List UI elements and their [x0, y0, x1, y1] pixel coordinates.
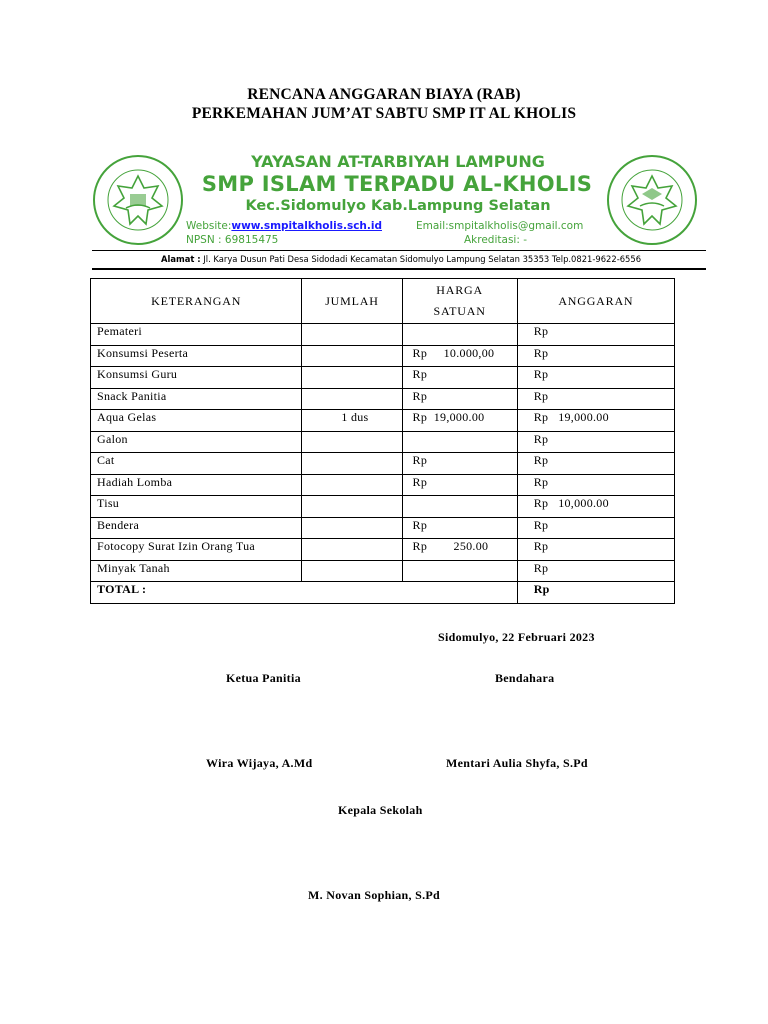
cell-desc: Hadiah Lomba: [91, 474, 302, 496]
cell-budget: Rp 19,000.00: [517, 410, 674, 432]
cell-price: Rp 19,000.00: [402, 410, 517, 432]
letterhead-rule-top: [92, 250, 706, 251]
cell-qty: 1 dus: [302, 410, 402, 432]
cell-price: Rp: [402, 367, 517, 389]
treasurer-title: Bendahara: [495, 671, 555, 685]
cell-qty: [302, 367, 402, 389]
website-label: Website:: [186, 220, 232, 232]
cell-desc: Aqua Gelas: [91, 410, 302, 432]
table-row: [91, 474, 675, 496]
cell-qty: [302, 539, 402, 561]
table-row: [91, 560, 675, 582]
table-row: [91, 345, 675, 367]
cell-price: [402, 431, 517, 453]
cell-price: Rp: [402, 517, 517, 539]
cell-desc: Konsumsi Guru: [91, 367, 302, 389]
cell-budget: Rp: [517, 560, 674, 582]
school-district: Kec.Sidomulyo Kab.Lampung Selatan: [245, 198, 551, 214]
address-text: Jl. Karya Dusun Pati Desa Sidodadi Kecamatan Sidomulyo Lampung Selatan 35353 Telp.0821-9622-6556: [200, 254, 642, 264]
cell-desc: Tisu: [91, 496, 302, 518]
cell-desc: Galon: [91, 431, 302, 453]
cell-budget: Rp: [517, 431, 674, 453]
cell-desc: Bendera: [91, 517, 302, 539]
document-title: RENCANA ANGGARAN BIAYA (RAB): [247, 86, 521, 103]
letterhead-rule-bottom: [92, 268, 706, 270]
cell-budget: Rp: [517, 367, 674, 389]
cell-desc: Konsumsi Peserta: [91, 345, 302, 367]
header-harga: HARGA: [436, 283, 483, 297]
header-anggaran: ANGGARAN: [517, 279, 674, 324]
letterhead: [86, 148, 706, 258]
cell-desc: Minyak Tanah: [91, 560, 302, 582]
cell-budget: Rp: [517, 453, 674, 475]
cell-qty: [302, 431, 402, 453]
treasurer-name: Mentari Aulia Shyfa, S.Pd: [446, 756, 588, 770]
cell-desc: Snack Panitia: [91, 388, 302, 410]
chair-name: Wira Wijaya, A.Md: [206, 756, 313, 770]
cell-price: [402, 560, 517, 582]
cell-qty: [302, 324, 402, 346]
cell-price: [402, 324, 517, 346]
table-row: [91, 496, 675, 518]
cell-price: [402, 496, 517, 518]
cell-qty: [302, 388, 402, 410]
chair-title: Ketua Panitia: [226, 671, 301, 685]
table-row: [91, 388, 675, 410]
cell-price: Rp: [402, 453, 517, 475]
school-logo-right: [606, 154, 698, 246]
npsn-line: NPSN : 69815475: [186, 234, 279, 246]
cell-budget: Rp 10,000.00: [517, 496, 674, 518]
cell-budget: Rp: [517, 517, 674, 539]
header-satuan: SATUAN: [433, 304, 486, 318]
accreditation-line: Akreditasi: -: [464, 234, 527, 246]
school-name: SMP ISLAM TERPADU AL-KHOLIS: [201, 172, 593, 196]
cell-budget: Rp: [517, 474, 674, 496]
cell-price: Rp: [402, 474, 517, 496]
cell-desc: Cat: [91, 453, 302, 475]
website-link[interactable]: www.smpitalkholis.sch.id: [231, 220, 382, 232]
table-total-row: [91, 582, 675, 604]
principal-title: Kepala Sekolah: [338, 803, 423, 817]
address-label: Alamat :: [160, 254, 201, 264]
email-line: Email:smpitalkholis@gmail.com: [416, 220, 584, 232]
foundation-name: YAYASAN AT-TARBIYAH LAMPUNG: [251, 152, 545, 171]
place-date: Sidomulyo, 22 Februari 2023: [438, 630, 595, 644]
cell-qty: [302, 453, 402, 475]
table-header-row: [91, 279, 675, 324]
header-harga-satuan: [402, 279, 517, 324]
school-address: [96, 254, 706, 264]
cell-qty: [302, 474, 402, 496]
table-row: [91, 539, 675, 561]
cell-qty: [302, 560, 402, 582]
cell-price: Rp: [402, 388, 517, 410]
cell-price: Rp 10.000,00: [402, 345, 517, 367]
cell-price: Rp 250.00: [402, 539, 517, 561]
website-line: [186, 220, 382, 232]
budget-table: [90, 278, 675, 604]
cell-qty: [302, 517, 402, 539]
cell-qty: [302, 345, 402, 367]
cell-budget: Rp: [517, 345, 674, 367]
cell-desc: Fotocopy Surat Izin Orang Tua: [91, 539, 302, 561]
table-row: [91, 410, 675, 432]
table-row: [91, 367, 675, 389]
cell-budget: Rp: [517, 324, 674, 346]
cell-budget: Rp: [517, 388, 674, 410]
header-jumlah: JUMLAH: [302, 279, 402, 324]
table-row: [91, 517, 675, 539]
table-row: [91, 431, 675, 453]
total-value: Rp: [517, 582, 674, 604]
total-label: TOTAL :: [91, 582, 518, 604]
cell-budget: Rp: [517, 539, 674, 561]
cell-qty: [302, 496, 402, 518]
table-row: [91, 453, 675, 475]
cell-desc: Pemateri: [91, 324, 302, 346]
table-row: [91, 324, 675, 346]
school-logo-left: [92, 154, 184, 246]
principal-name: M. Novan Sophian, S.Pd: [308, 888, 440, 902]
header-keterangan: KETERANGAN: [91, 279, 302, 324]
document-subtitle: PERKEMAHAN JUM’AT SABTU SMP IT AL KHOLIS: [191, 105, 577, 122]
